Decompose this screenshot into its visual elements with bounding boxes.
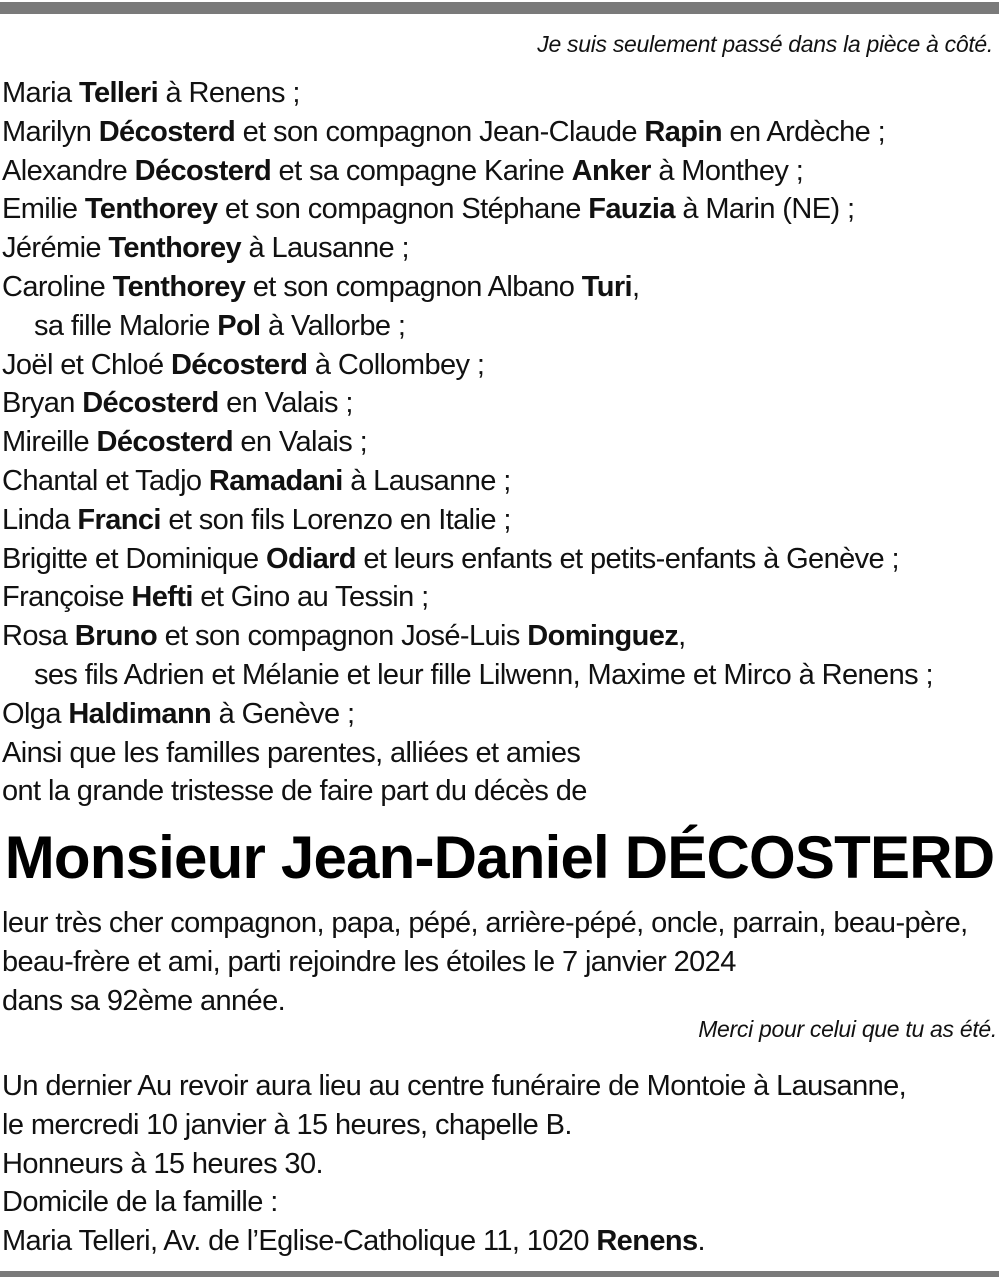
- family-line: [2, 578, 997, 617]
- text-segment: Caroline: [2, 270, 113, 303]
- top-rule: [0, 2, 999, 14]
- family-list: [2, 74, 997, 811]
- text-segment: Rosa: [2, 620, 75, 653]
- text-segment: Chantal et Tadjo: [2, 464, 209, 497]
- text-segment: le mercredi 10 janvier à 15 heures, chapelle B.: [2, 1108, 572, 1141]
- surname: Bruno: [74, 620, 158, 653]
- epigraph-quote: Je suis seulement passé dans la pièce à côté.: [537, 31, 993, 57]
- surname: Décosterd: [82, 387, 219, 420]
- text-segment: en Ardèche ;: [721, 115, 886, 148]
- deceased-description: [2, 904, 997, 1020]
- service-line: [2, 1183, 997, 1222]
- text-segment: Emilie: [2, 193, 85, 226]
- family-line: [2, 501, 997, 540]
- deceased-name: Monsieur Jean-Daniel DÉCOSTERD: [4, 824, 995, 891]
- text-segment: à Vallorbe ;: [260, 309, 406, 342]
- family-line: [2, 617, 997, 656]
- family-line: [2, 307, 997, 346]
- description-line: dans sa 92ème année.: [2, 984, 286, 1017]
- text-segment: ,: [678, 620, 686, 653]
- text-segment: à Renens ;: [158, 77, 300, 109]
- text-segment: et son compagnon Jean-Claude: [235, 115, 645, 148]
- text-segment: Alexandre: [2, 154, 135, 187]
- service-info: [2, 1067, 997, 1261]
- text-segment: Joël et Chloé: [2, 348, 171, 381]
- text-segment: Un dernier Au revoir aura lieu au centre funéraire de Montoie à Lausanne,: [2, 1070, 907, 1102]
- text-segment: Bryan: [2, 387, 83, 420]
- family-line: [2, 113, 997, 152]
- text-segment: à Lausanne ;: [342, 464, 511, 497]
- service-line: [2, 1222, 997, 1261]
- family-line: [2, 695, 997, 734]
- text-segment: et leurs enfants et petits-enfants à Genève ;: [355, 542, 899, 575]
- text-segment: Maria: [2, 77, 79, 109]
- surname: Anker: [571, 154, 651, 187]
- text-segment: Jérémie: [2, 232, 109, 265]
- family-line: [2, 229, 997, 268]
- text-segment: Honneurs à 15 heures 30.: [2, 1147, 323, 1180]
- text-segment: à Genève ;: [211, 697, 355, 730]
- closing-quote: Merci pour celui que tu as été.: [698, 1016, 997, 1042]
- description-line: leur très cher compagnon, papa, pépé, arrière-pépé, oncle, parrain, beau-père,: [2, 907, 968, 939]
- text-segment: à Marin (NE) ;: [674, 193, 855, 226]
- family-line: [2, 152, 997, 191]
- surname: Dominguez: [527, 620, 679, 653]
- text-segment: en Valais ;: [218, 387, 353, 420]
- text-segment: Ainsi que les familles parentes, alliées et amies: [2, 736, 581, 769]
- surname: Tenthorey: [112, 270, 246, 303]
- text-segment: et son compagnon Stéphane: [217, 193, 589, 226]
- text-segment: Olga: [2, 697, 69, 730]
- surname: Décosterd: [98, 115, 236, 148]
- bottom-rule: [0, 1271, 999, 1277]
- surname: Fauzia: [588, 193, 675, 226]
- text-segment: Mireille: [2, 426, 97, 459]
- family-line: [2, 734, 997, 773]
- surname: Rapin: [644, 115, 722, 148]
- family-line: [2, 423, 997, 462]
- surname: Haldimann: [68, 697, 212, 730]
- surname: Turi: [581, 270, 633, 303]
- family-line: [2, 462, 997, 501]
- surname: Tenthorey: [84, 193, 218, 226]
- surname: Ramadani: [208, 464, 343, 497]
- text-segment: et Gino au Tessin ;: [192, 581, 429, 614]
- text-segment: à Monthey ;: [650, 154, 804, 187]
- text-segment: Domicile de la famille :: [2, 1186, 278, 1219]
- text-segment: Linda: [2, 503, 78, 536]
- text-segment: en Valais ;: [232, 426, 368, 459]
- family-line: [2, 384, 997, 423]
- text-segment: à Lausanne ;: [241, 232, 410, 265]
- text-segment: Marilyn: [2, 115, 99, 148]
- description-line: beau-frère et ami, parti rejoindre les étoiles le 7 janvier 2024: [2, 945, 736, 978]
- family-line: [2, 74, 997, 113]
- surname: Tenthorey: [108, 232, 242, 265]
- service-line: [2, 1106, 997, 1145]
- text-segment: Brigitte et Dominique: [2, 542, 267, 575]
- service-line: [2, 1067, 997, 1106]
- text-segment: ses fils Adrien et Mélanie et leur fille Lilwenn, Maxime et Mirco à Renens ;: [34, 658, 933, 691]
- text-segment: sa fille Malorie: [34, 309, 218, 342]
- text-segment: ont la grande tristesse de faire part du décès de: [2, 775, 587, 808]
- text-segment: .: [697, 1225, 705, 1258]
- text-segment: à Collombey ;: [307, 348, 485, 381]
- text-segment: Françoise: [2, 581, 132, 614]
- family-line: [2, 346, 997, 385]
- surname: Renens: [596, 1225, 698, 1258]
- surname: Odiard: [266, 542, 356, 575]
- surname: Décosterd: [134, 154, 272, 187]
- family-line: [2, 268, 997, 307]
- service-line: [2, 1145, 997, 1184]
- family-line: [2, 540, 997, 579]
- surname: Telleri: [78, 77, 159, 109]
- text-segment: ,: [632, 270, 640, 303]
- surname: Hefti: [131, 581, 193, 614]
- text-segment: et sa compagne Karine: [271, 154, 572, 187]
- surname: Pol: [217, 309, 261, 342]
- text-segment: Maria Telleri, Av. de l’Eglise-Catholique 11, 1020: [2, 1225, 597, 1258]
- surname: Décosterd: [96, 426, 233, 459]
- family-line: [2, 772, 997, 811]
- family-line: [2, 190, 997, 229]
- surname: Décosterd: [170, 348, 308, 381]
- surname: Franci: [77, 503, 161, 536]
- family-line: [2, 656, 997, 695]
- text-segment: et son compagnon Albano: [245, 270, 582, 303]
- text-segment: et son compagnon José-Luis: [157, 620, 528, 653]
- text-segment: et son fils Lorenzo en Italie ;: [160, 503, 511, 536]
